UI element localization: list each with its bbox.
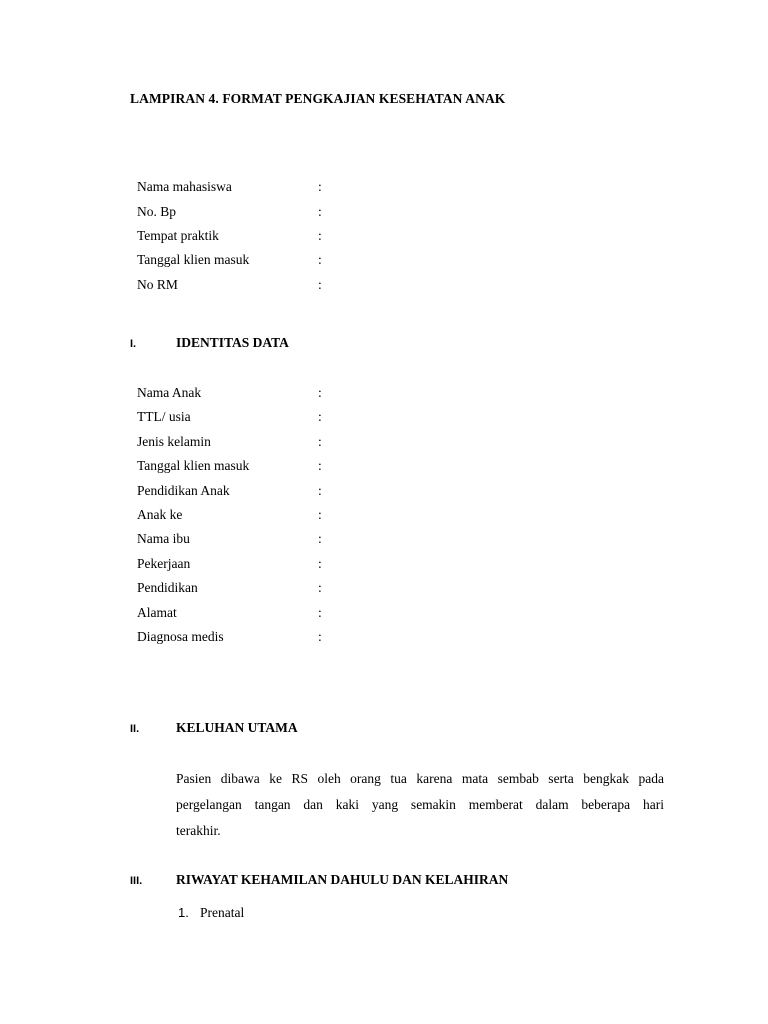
field-label: Pendidikan [137, 580, 198, 595]
field-colon: : [318, 228, 322, 243]
field-label: TTL/ usia [137, 409, 191, 424]
field-row [0, 434, 768, 454]
field-colon: : [318, 605, 322, 620]
field-label: Nama mahasiswa [137, 179, 232, 194]
field-row [0, 204, 768, 224]
field-colon: : [318, 204, 322, 219]
field-row [0, 629, 768, 649]
field-colon: : [318, 507, 322, 522]
field-colon: : [318, 179, 322, 194]
paragraph-line: terakhir. [176, 823, 221, 838]
field-row [0, 385, 768, 405]
field-label: No RM [137, 277, 178, 292]
field-row [0, 580, 768, 600]
field-colon: : [318, 277, 322, 292]
field-row [0, 458, 768, 478]
paragraph-line: pergelangan tangan dan kaki yang semakin memberat dalam beberapa hari [176, 797, 664, 812]
field-label: Anak ke [137, 507, 183, 522]
document-title: LAMPIRAN 4. FORMAT PENGKAJIAN KESEHATAN ANAK [130, 91, 506, 106]
field-label: Nama Anak [137, 385, 202, 400]
field-row [0, 483, 768, 503]
complaint-paragraph [176, 766, 664, 844]
field-row [0, 556, 768, 576]
field-colon: : [318, 252, 322, 267]
field-row [0, 507, 768, 527]
field-row [0, 179, 768, 199]
field-colon: : [318, 409, 322, 424]
subsection-label: Prenatal [200, 905, 245, 920]
field-colon: : [318, 556, 322, 571]
field-label: Jenis kelamin [137, 434, 211, 449]
field-label: Nama ibu [137, 531, 190, 546]
field-label: Diagnosa medis [137, 629, 224, 644]
field-row [0, 252, 768, 272]
section-number: III. [130, 875, 143, 887]
section-number: I. [130, 338, 137, 350]
field-label: No. Bp [137, 204, 177, 219]
field-row [0, 277, 768, 297]
field-label: Pekerjaan [137, 556, 191, 571]
field-label: Alamat [137, 605, 177, 620]
field-row [0, 531, 768, 551]
field-colon: : [318, 434, 322, 449]
field-label: Tanggal klien masuk [137, 252, 250, 267]
field-label: Tempat praktik [137, 228, 219, 243]
field-row [0, 228, 768, 248]
section-number: II. [130, 723, 140, 735]
field-colon: : [318, 483, 322, 498]
field-label: Tanggal klien masuk [137, 458, 250, 473]
section-heading: RIWAYAT KEHAMILAN DAHULU DAN KELAHIRAN [176, 872, 509, 887]
subsection-number: 1. [178, 905, 189, 920]
field-colon: : [318, 629, 322, 644]
field-colon: : [318, 458, 322, 473]
section-heading: IDENTITAS DATA [176, 335, 289, 350]
field-row [0, 409, 768, 429]
paragraph-line: Pasien dibawa ke RS oleh orang tua karena mata sembab serta bengkak pada [176, 771, 664, 786]
field-colon: : [318, 580, 322, 595]
field-label: Pendidikan Anak [137, 483, 230, 498]
field-colon: : [318, 531, 322, 546]
field-colon: : [318, 385, 322, 400]
field-row [0, 605, 768, 625]
section-heading: KELUHAN UTAMA [176, 720, 298, 735]
